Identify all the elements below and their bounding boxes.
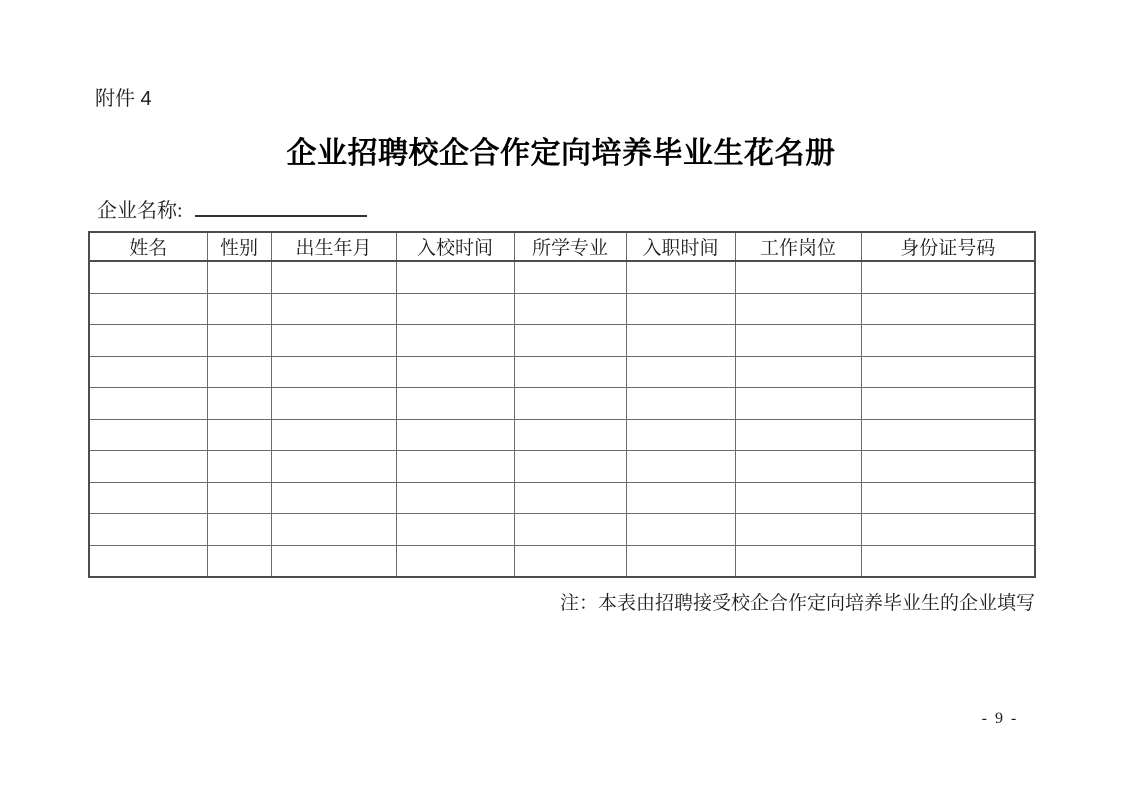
table-cell[interactable] (514, 419, 626, 451)
column-header: 入职时间 (626, 232, 735, 261)
table-cell[interactable] (271, 356, 396, 388)
table-cell[interactable] (89, 419, 207, 451)
table-cell[interactable] (396, 293, 514, 325)
table-cell[interactable] (514, 325, 626, 357)
table-cell[interactable] (861, 514, 1035, 546)
table-cell[interactable] (271, 293, 396, 325)
table-cell[interactable] (514, 293, 626, 325)
table-cell[interactable] (207, 325, 271, 357)
footnote: 注：本表由招聘接受校企合作定向培养毕业生的企业填写 (559, 593, 1035, 614)
table-row (89, 419, 1035, 451)
table-cell[interactable] (271, 514, 396, 546)
table-body (89, 261, 1035, 577)
table-row (89, 545, 1035, 577)
table-cell[interactable] (514, 451, 626, 483)
table-cell[interactable] (396, 356, 514, 388)
table-cell[interactable] (626, 356, 735, 388)
table-cell[interactable] (271, 482, 396, 514)
table-cell[interactable] (735, 482, 861, 514)
table-cell[interactable] (861, 293, 1035, 325)
table-cell[interactable] (89, 388, 207, 420)
table-cell[interactable] (861, 325, 1035, 357)
table-cell[interactable] (396, 451, 514, 483)
table-row (89, 482, 1035, 514)
table-cell[interactable] (735, 451, 861, 483)
table-cell[interactable] (735, 325, 861, 357)
table-row (89, 451, 1035, 483)
roster-table (88, 231, 1036, 578)
table-cell[interactable] (271, 388, 396, 420)
table-cell[interactable] (89, 482, 207, 514)
table-cell[interactable] (514, 545, 626, 577)
table-cell[interactable] (89, 325, 207, 357)
table-cell[interactable] (271, 261, 396, 293)
table-cell[interactable] (735, 514, 861, 546)
table-cell[interactable] (207, 514, 271, 546)
column-header: 姓名 (89, 232, 207, 261)
table-cell[interactable] (735, 419, 861, 451)
table-cell[interactable] (514, 388, 626, 420)
table-cell[interactable] (271, 325, 396, 357)
column-header: 出生年月 (271, 232, 396, 261)
table-cell[interactable] (396, 514, 514, 546)
table-cell[interactable] (396, 388, 514, 420)
table-cell[interactable] (514, 356, 626, 388)
table-row (89, 514, 1035, 546)
table-row (89, 356, 1035, 388)
table-cell[interactable] (207, 419, 271, 451)
table-cell[interactable] (626, 325, 735, 357)
table-row (89, 293, 1035, 325)
table-cell[interactable] (207, 482, 271, 514)
table-cell[interactable] (396, 419, 514, 451)
table-cell[interactable] (626, 261, 735, 293)
table-row (89, 261, 1035, 293)
table-cell[interactable] (207, 388, 271, 420)
table-cell[interactable] (396, 325, 514, 357)
table-cell[interactable] (861, 261, 1035, 293)
page-title: 企业招聘校企合作定向培养毕业生花名册 (286, 137, 836, 170)
table-cell[interactable] (735, 261, 861, 293)
table-cell[interactable] (271, 451, 396, 483)
table-cell[interactable] (89, 356, 207, 388)
table-cell[interactable] (207, 451, 271, 483)
table-cell[interactable] (861, 451, 1035, 483)
table-cell[interactable] (861, 419, 1035, 451)
table-cell[interactable] (514, 261, 626, 293)
column-header: 性别 (207, 232, 271, 261)
table-cell[interactable] (626, 545, 735, 577)
table-cell[interactable] (89, 293, 207, 325)
table-cell[interactable] (396, 261, 514, 293)
table-cell[interactable] (207, 293, 271, 325)
table-cell[interactable] (735, 545, 861, 577)
column-header: 入校时间 (396, 232, 514, 261)
table-cell[interactable] (207, 261, 271, 293)
table-cell[interactable] (626, 451, 735, 483)
table-cell[interactable] (207, 545, 271, 577)
column-header: 身份证号码 (861, 232, 1035, 261)
table-cell[interactable] (89, 514, 207, 546)
table-row (89, 325, 1035, 357)
company-name-line (97, 195, 367, 224)
table-cell[interactable] (626, 514, 735, 546)
table-cell[interactable] (861, 388, 1035, 420)
table-cell[interactable] (735, 293, 861, 325)
table-header-row (89, 232, 1035, 261)
table-cell[interactable] (89, 545, 207, 577)
table-cell[interactable] (271, 545, 396, 577)
table-row (89, 388, 1035, 420)
table-cell[interactable] (396, 482, 514, 514)
table-cell[interactable] (626, 419, 735, 451)
table-cell[interactable] (271, 419, 396, 451)
table-cell[interactable] (396, 545, 514, 577)
column-header: 工作岗位 (735, 232, 861, 261)
table-cell[interactable] (735, 388, 861, 420)
table-cell[interactable] (861, 482, 1035, 514)
table-cell[interactable] (626, 388, 735, 420)
page-number: - 9 - (981, 710, 1019, 727)
table-cell[interactable] (735, 356, 861, 388)
company-name-blank-field[interactable] (195, 195, 367, 217)
column-header: 所学专业 (514, 232, 626, 261)
table-cell[interactable] (207, 356, 271, 388)
table-cell[interactable] (626, 293, 735, 325)
company-name-label: 企业名称: (97, 200, 183, 222)
attachment-label: 附件 4 (95, 88, 152, 110)
table-cell[interactable] (626, 482, 735, 514)
table-cell[interactable] (514, 514, 626, 546)
table-cell[interactable] (89, 261, 207, 293)
table-cell[interactable] (861, 545, 1035, 577)
table-cell[interactable] (861, 356, 1035, 388)
table-cell[interactable] (514, 482, 626, 514)
table-cell[interactable] (89, 451, 207, 483)
